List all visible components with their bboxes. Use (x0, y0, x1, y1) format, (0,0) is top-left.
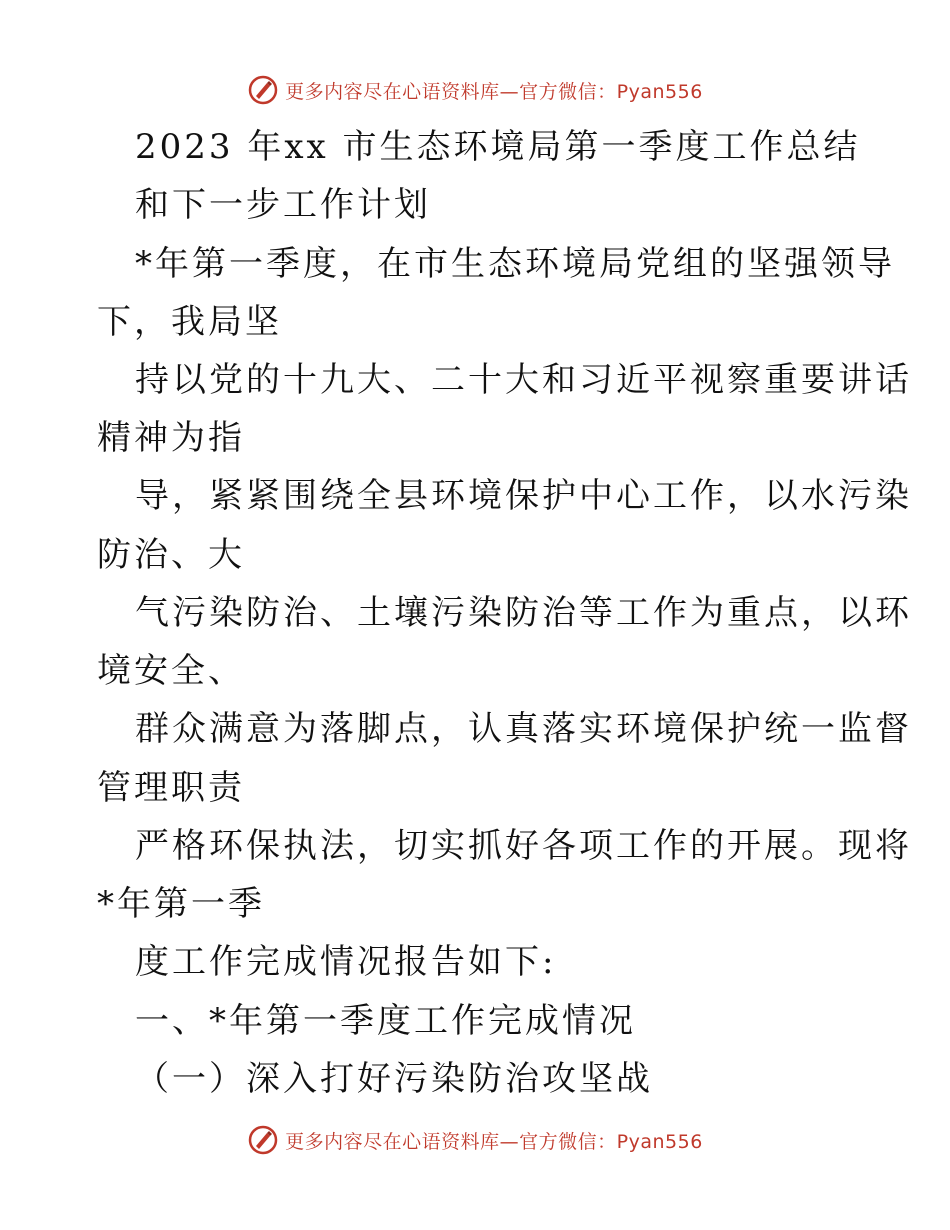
watermark-text: 更多内容尽在心语资料库—官方微信：Pyan556 (285, 1130, 703, 1153)
pen-seal-icon (247, 74, 279, 106)
watermark-text: 更多内容尽在心语资料库—官方微信：Pyan556 (285, 80, 703, 103)
doc-text-line: 精神为指 (97, 418, 245, 458)
subsection-heading: （一）深入打好污染防治攻坚战 (135, 1059, 653, 1099)
pen-seal-icon (247, 1124, 279, 1156)
doc-text-line: 境安全、 (97, 651, 245, 691)
watermark-footer (0, 1120, 950, 1160)
doc-text-line: *年第一季度，在市生态环境局党组的坚强领导 (135, 244, 895, 284)
doc-text-line: 管理职责 (97, 768, 245, 808)
doc-text-line: 度工作完成情况报告如下: (135, 942, 557, 982)
doc-text-line: 气污染防治、土壤污染防治等工作为重点，以环 (135, 593, 912, 633)
doc-text-line: 严格环保执法，切实抓好各项工作的开展。现将 (135, 826, 912, 866)
doc-text-line: 防治、大 (97, 535, 245, 575)
doc-text-line: 群众满意为落脚点，认真落实环境保护统一监督 (135, 709, 912, 749)
section-heading: 一、*年第一季度工作完成情况 (135, 1001, 636, 1041)
watermark-header (0, 70, 950, 110)
doc-text-line: *年第一季 (97, 884, 265, 924)
doc-text-line: 导，紧紧围绕全县环境保护中心工作，以水污染 (135, 476, 912, 516)
doc-title-line-2: 和下一步工作计划 (135, 185, 431, 225)
doc-title-line-1: 2023 年xx 市生态环境局第一季度工作总结 (135, 127, 861, 167)
doc-text-line: 持以党的十九大、二十大和习近平视察重要讲话 (135, 360, 912, 400)
doc-text-line: 下，我局坚 (97, 302, 282, 342)
